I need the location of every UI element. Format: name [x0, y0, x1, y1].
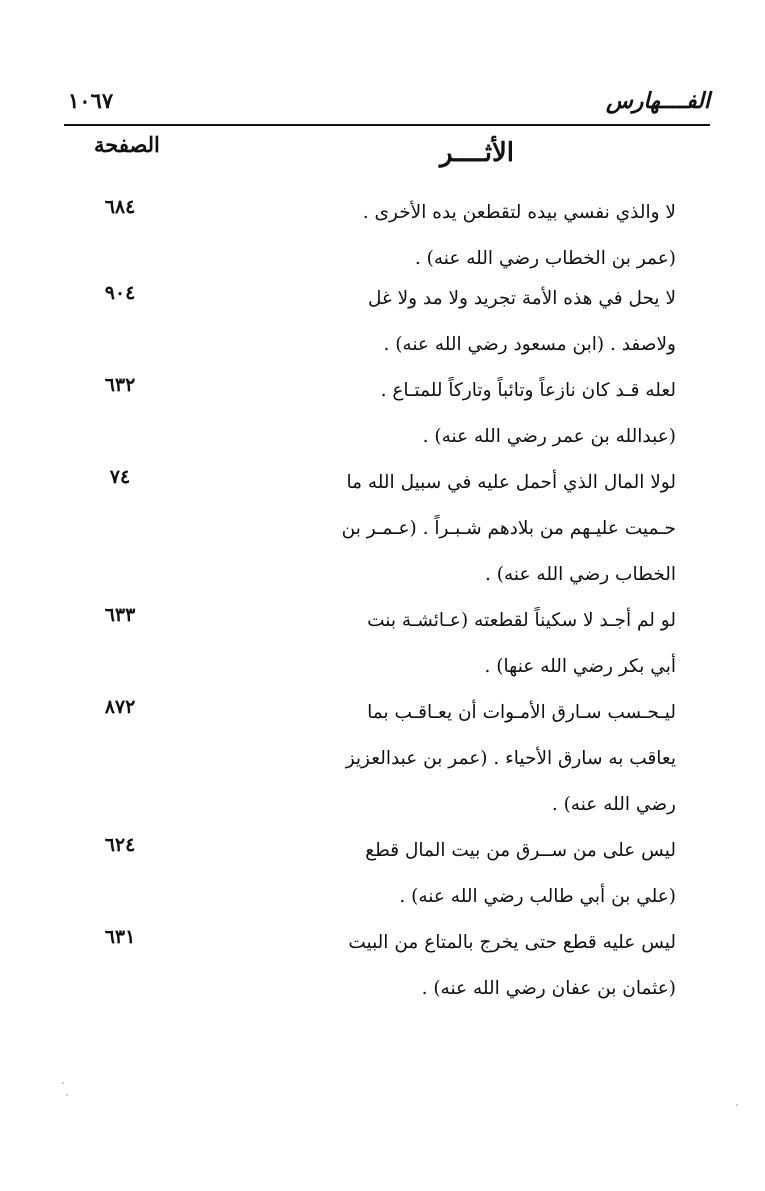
entry-line: يعاقب به سارق الأحياء . (عمر بن عبدالعزيز [345, 748, 676, 769]
entry-line: لا يحل في هذه الأمة تجريد ولا مد ولا غل [368, 288, 676, 309]
index-entry [64, 190, 710, 282]
column-header-athar: الأثــــر [439, 138, 514, 168]
entry-line: لا والذي نفسي بيده لتقطعن يده الأخرى . [362, 202, 676, 223]
entry-text [324, 690, 676, 828]
index-entry [64, 920, 710, 1012]
entry-line: لو لم أجـد لا سكيناً لقطعته (عـائشـة بنت [367, 610, 676, 631]
scan-speck [736, 1104, 738, 1106]
index-entry [64, 690, 710, 828]
index-entries [64, 190, 710, 1012]
entry-line: لعله قـد كان نازعاً وتائباً وتاركاً للمتـاع . [380, 380, 676, 401]
entry-line: رضي الله عنه) . [551, 794, 676, 815]
index-entry [64, 598, 710, 690]
scan-speck [62, 1082, 64, 1084]
entry-text [324, 276, 676, 368]
column-headers [64, 132, 710, 178]
entry-line: (عمر بن الخطاب رضي الله عنه) . [414, 248, 676, 269]
column-header-page: الصفحة [94, 132, 160, 157]
entry-text [324, 598, 676, 690]
running-head [68, 88, 710, 122]
entry-page-number: ٩٠٤ [104, 282, 136, 304]
entry-page-number: ٧٤ [109, 466, 131, 488]
entry-page-number: ٦٣٣ [104, 604, 136, 626]
entry-line: حـميت عليـهم من بلادهم شـبـراً . (عـمـر بن [341, 518, 676, 539]
entry-line: الخطاب رضي الله عنه) . [485, 564, 676, 585]
entry-line: ليـحـسب سـارق الأمـوات أن يعـاقـب بما [367, 702, 676, 723]
index-entry [64, 460, 710, 598]
index-entry [64, 276, 710, 368]
entry-text [324, 190, 676, 282]
entry-line: لولا المال الذي أحمل عليه في سبيل الله ما [346, 472, 676, 493]
entry-text [324, 828, 676, 920]
entry-line: أبي بكر رضي الله عنها) . [484, 656, 676, 677]
entry-page-number: ٦٣١ [104, 926, 136, 948]
entry-page-number: ٦٣٢ [104, 374, 136, 396]
entry-page-number: ٨٧٢ [104, 696, 136, 718]
entry-line: ولاصفد . (ابن مسعود رضي الله عنه) . [383, 334, 676, 355]
running-head-title: الفــــهارس [605, 88, 710, 114]
entry-text [324, 920, 676, 1012]
entry-line: ليس على من ســرق من بيت المال قطع [365, 840, 676, 861]
index-entry [64, 368, 710, 460]
entry-line: (عبدالله بن عمر رضي الله عنه) . [422, 426, 676, 447]
entry-page-number: ٦٨٤ [104, 196, 136, 218]
entry-line: (عثمان بن عفان رضي الله عنه) . [421, 978, 676, 999]
index-entry [64, 828, 710, 920]
entry-line: ليس عليه قطع حتى يخرج بالمتاع من البيت [348, 932, 676, 953]
entry-line: (علي بن أبي طالب رضي الله عنه) . [399, 886, 676, 907]
entry-text [324, 460, 676, 598]
scan-speck [66, 1094, 68, 1096]
entry-text [324, 368, 676, 460]
header-rule [64, 124, 710, 126]
page-number: ١٠٦٧ [68, 88, 114, 113]
entry-page-number: ٦٢٤ [104, 834, 136, 856]
